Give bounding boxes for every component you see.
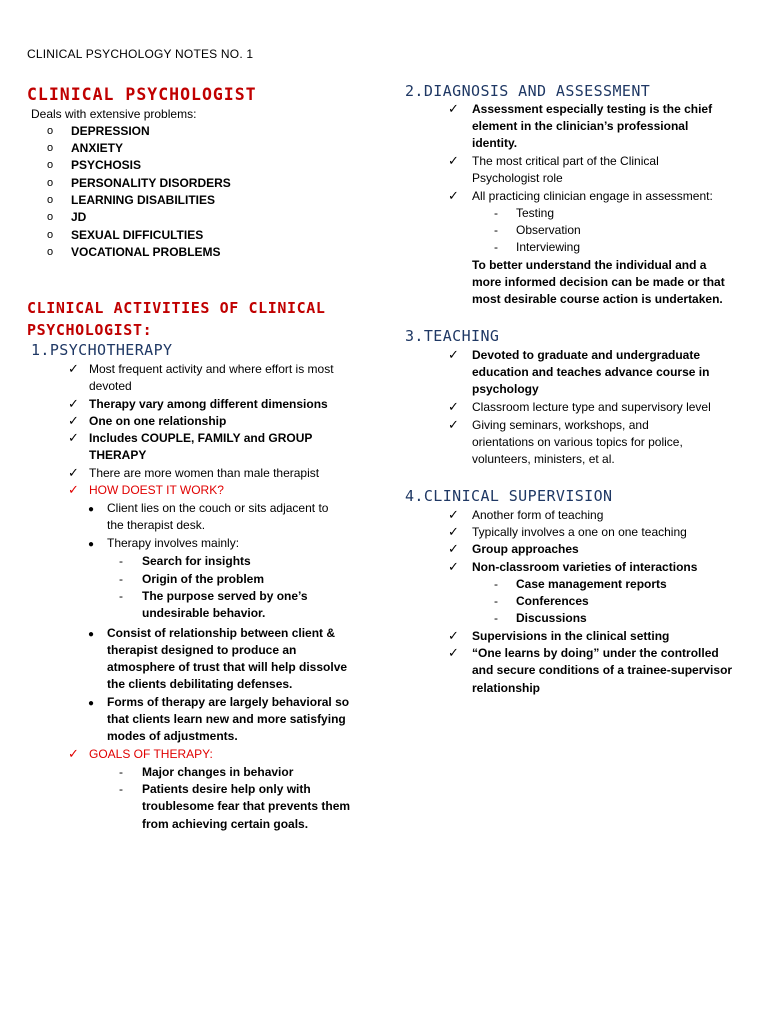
therapy-point-cont: modes of adjustments. xyxy=(107,729,238,743)
psychotherapy-heading: 1.PSYCHOTHERAPY xyxy=(31,341,173,359)
diagnosis-point: The most critical part of the Clinical xyxy=(472,154,659,168)
how-heading: HOW DOEST IT WORK? xyxy=(89,483,224,497)
psychotherapy-point: Therapy vary among different dimensions xyxy=(89,397,328,411)
goal-item: Major changes in behavior xyxy=(142,765,294,779)
check-icon: ✓ xyxy=(448,559,459,574)
how-point-cont: the therapist desk. xyxy=(107,518,206,532)
check-icon: ✓ xyxy=(448,628,459,643)
filled-bullet-icon: ● xyxy=(88,504,95,515)
problem-item: SEXUAL DIFFICULTIES xyxy=(71,228,204,242)
supervision-point: Group approaches xyxy=(472,542,579,556)
problem-item: PSYCHOSIS xyxy=(71,158,142,172)
assessment-method: Testing xyxy=(516,206,555,220)
psychotherapy-point-cont: THERAPY xyxy=(89,448,147,462)
check-icon: ✓ xyxy=(68,361,79,376)
hollow-circle-bullet-icon: o xyxy=(47,229,54,241)
diagnosis-summary-cont: most desirable course action is undertaken. xyxy=(472,292,723,306)
check-icon: ✓ xyxy=(448,101,459,116)
dash-bullet-icon: - xyxy=(119,554,123,568)
hollow-circle-bullet-icon: o xyxy=(47,246,54,258)
dash-bullet-icon: - xyxy=(119,589,123,603)
notes-title: CLINICAL PSYCHOLOGY NOTES NO. 1 xyxy=(27,47,254,61)
goals-heading: GOALS OF THERAPY: xyxy=(89,747,213,761)
problem-item: PERSONALITY DISORDERS xyxy=(71,176,231,190)
involves-item: Search for insights xyxy=(142,554,251,568)
deals-intro: Deals with extensive problems: xyxy=(31,107,197,121)
interaction-item: Case management reports xyxy=(516,577,667,591)
hollow-circle-bullet-icon: o xyxy=(47,211,54,223)
filled-bullet-icon: ● xyxy=(88,629,95,640)
check-icon: ✓ xyxy=(448,399,459,414)
dash-bullet-icon: - xyxy=(494,206,498,220)
supervision-point-cont: and secure conditions of a trainee-supervisor xyxy=(472,663,733,677)
assessment-method: Interviewing xyxy=(516,240,581,254)
teaching-point-cont: orientations on various topics for police, xyxy=(472,435,683,449)
check-icon: ✓ xyxy=(68,746,79,761)
diagnosis-point: Assessment especially testing is the chief xyxy=(472,102,713,116)
involves-item: The purpose served by one’s xyxy=(142,589,308,603)
hollow-circle-bullet-icon: o xyxy=(47,125,54,137)
goal-item-cont: troublesome fear that prevents them xyxy=(142,799,351,813)
check-icon: ✓ xyxy=(448,347,459,362)
supervision-point-cont: relationship xyxy=(472,681,541,695)
interaction-item: Conferences xyxy=(516,594,589,608)
therapy-point-cont: the clients debilitating defenses. xyxy=(107,677,293,691)
hollow-circle-bullet-icon: o xyxy=(47,142,54,154)
dash-bullet-icon: - xyxy=(119,572,123,586)
problem-item: ANXIETY xyxy=(71,141,124,155)
main-title: CLINICAL PSYCHOLOGIST xyxy=(27,85,257,104)
dash-bullet-icon: - xyxy=(494,594,498,608)
check-icon: ✓ xyxy=(68,482,79,497)
teaching-point-cont: volunteers, ministers, et al. xyxy=(472,452,615,466)
dash-bullet-icon: - xyxy=(494,240,498,254)
teaching-heading: 3.TEACHING xyxy=(405,327,500,345)
psychotherapy-point: Includes COUPLE, FAMILY and GROUP xyxy=(89,431,313,445)
problem-item: DEPRESSION xyxy=(71,124,150,138)
check-icon: ✓ xyxy=(68,465,79,480)
check-icon: ✓ xyxy=(448,417,459,432)
diagnosis-point-cont: element in the clinician’s professional xyxy=(472,119,689,133)
teaching-point: Giving seminars, workshops, and xyxy=(472,418,649,432)
dash-bullet-icon: - xyxy=(494,223,498,237)
dash-bullet-icon: - xyxy=(494,577,498,591)
dash-bullet-icon: - xyxy=(494,611,498,625)
problem-item: VOCATIONAL PROBLEMS xyxy=(71,245,221,259)
supervision-heading: 4.CLINICAL SUPERVISION xyxy=(405,487,613,505)
psychotherapy-point: Most frequent activity and where effort is most xyxy=(89,362,334,376)
check-icon: ✓ xyxy=(448,645,459,660)
therapy-point: Forms of therapy are largely behavioral so xyxy=(107,695,350,709)
supervision-point: Another form of teaching xyxy=(472,508,604,522)
check-icon: ✓ xyxy=(448,507,459,522)
interaction-item: Discussions xyxy=(516,611,587,625)
dash-bullet-icon: - xyxy=(119,782,123,796)
supervision-point: Typically involves a one on one teaching xyxy=(472,525,687,539)
problem-item: LEARNING DISABILITIES xyxy=(71,193,216,207)
activities-title-cont: PSYCHOLOGIST: xyxy=(27,321,153,339)
check-icon: ✓ xyxy=(68,413,79,428)
filled-bullet-icon: ● xyxy=(88,539,95,550)
psychotherapy-point: One on one relationship xyxy=(89,414,227,428)
check-icon: ✓ xyxy=(448,541,459,556)
psychotherapy-point: There are more women than male therapist xyxy=(89,466,320,480)
psychotherapy-point-cont: devoted xyxy=(89,379,132,393)
hollow-circle-bullet-icon: o xyxy=(47,159,54,171)
hollow-circle-bullet-icon: o xyxy=(47,194,54,206)
how-point: Client lies on the couch or sits adjacent to xyxy=(107,501,329,515)
teaching-point: Classroom lecture type and supervisory level xyxy=(472,400,711,414)
how-point: Therapy involves mainly: xyxy=(107,536,240,550)
check-icon: ✓ xyxy=(68,396,79,411)
assessment-method: Observation xyxy=(516,223,581,237)
hollow-circle-bullet-icon: o xyxy=(47,177,54,189)
check-icon: ✓ xyxy=(448,524,459,539)
teaching-point-cont: psychology xyxy=(472,382,539,396)
therapy-point-cont: atmosphere of trust that will help dissolve xyxy=(107,660,348,674)
check-icon: ✓ xyxy=(448,153,459,168)
supervision-point: Non-classroom varieties of interactions xyxy=(472,560,698,574)
involves-item: Origin of the problem xyxy=(142,572,264,586)
check-icon: ✓ xyxy=(448,188,459,203)
therapy-point: Consist of relationship between client & xyxy=(107,626,336,640)
involves-item-cont: undesirable behavior. xyxy=(142,606,266,620)
supervision-point: “One learns by doing” under the controlled xyxy=(472,646,719,660)
dash-bullet-icon: - xyxy=(119,765,123,779)
goal-item-cont: from achieving certain goals. xyxy=(142,817,309,831)
diagnosis-point: All practicing clinician engage in assessment: xyxy=(472,189,713,203)
diagnosis-point-cont: Psychologist role xyxy=(472,171,563,185)
teaching-point-cont: education and teaches advance course in xyxy=(472,365,710,379)
activities-title: CLINICAL ACTIVITIES OF CLINICAL xyxy=(27,299,326,317)
therapy-point-cont: therapist designed to produce an xyxy=(107,643,297,657)
supervision-point: Supervisions in the clinical setting xyxy=(472,629,670,643)
goal-item: Patients desire help only with xyxy=(142,782,311,796)
teaching-point: Devoted to graduate and undergraduate xyxy=(472,348,701,362)
diagnosis-heading: 2.DIAGNOSIS AND ASSESSMENT xyxy=(405,82,651,100)
therapy-point-cont: that clients learn new and more satisfying xyxy=(107,712,346,726)
filled-bullet-icon: ● xyxy=(88,698,95,709)
problem-item: JD xyxy=(71,210,87,224)
diagnosis-point-cont: identity. xyxy=(472,136,518,150)
diagnosis-summary-cont: more informed decision can be made or that xyxy=(472,275,725,289)
diagnosis-summary: To better understand the individual and a xyxy=(472,258,707,272)
check-icon: ✓ xyxy=(68,430,79,445)
